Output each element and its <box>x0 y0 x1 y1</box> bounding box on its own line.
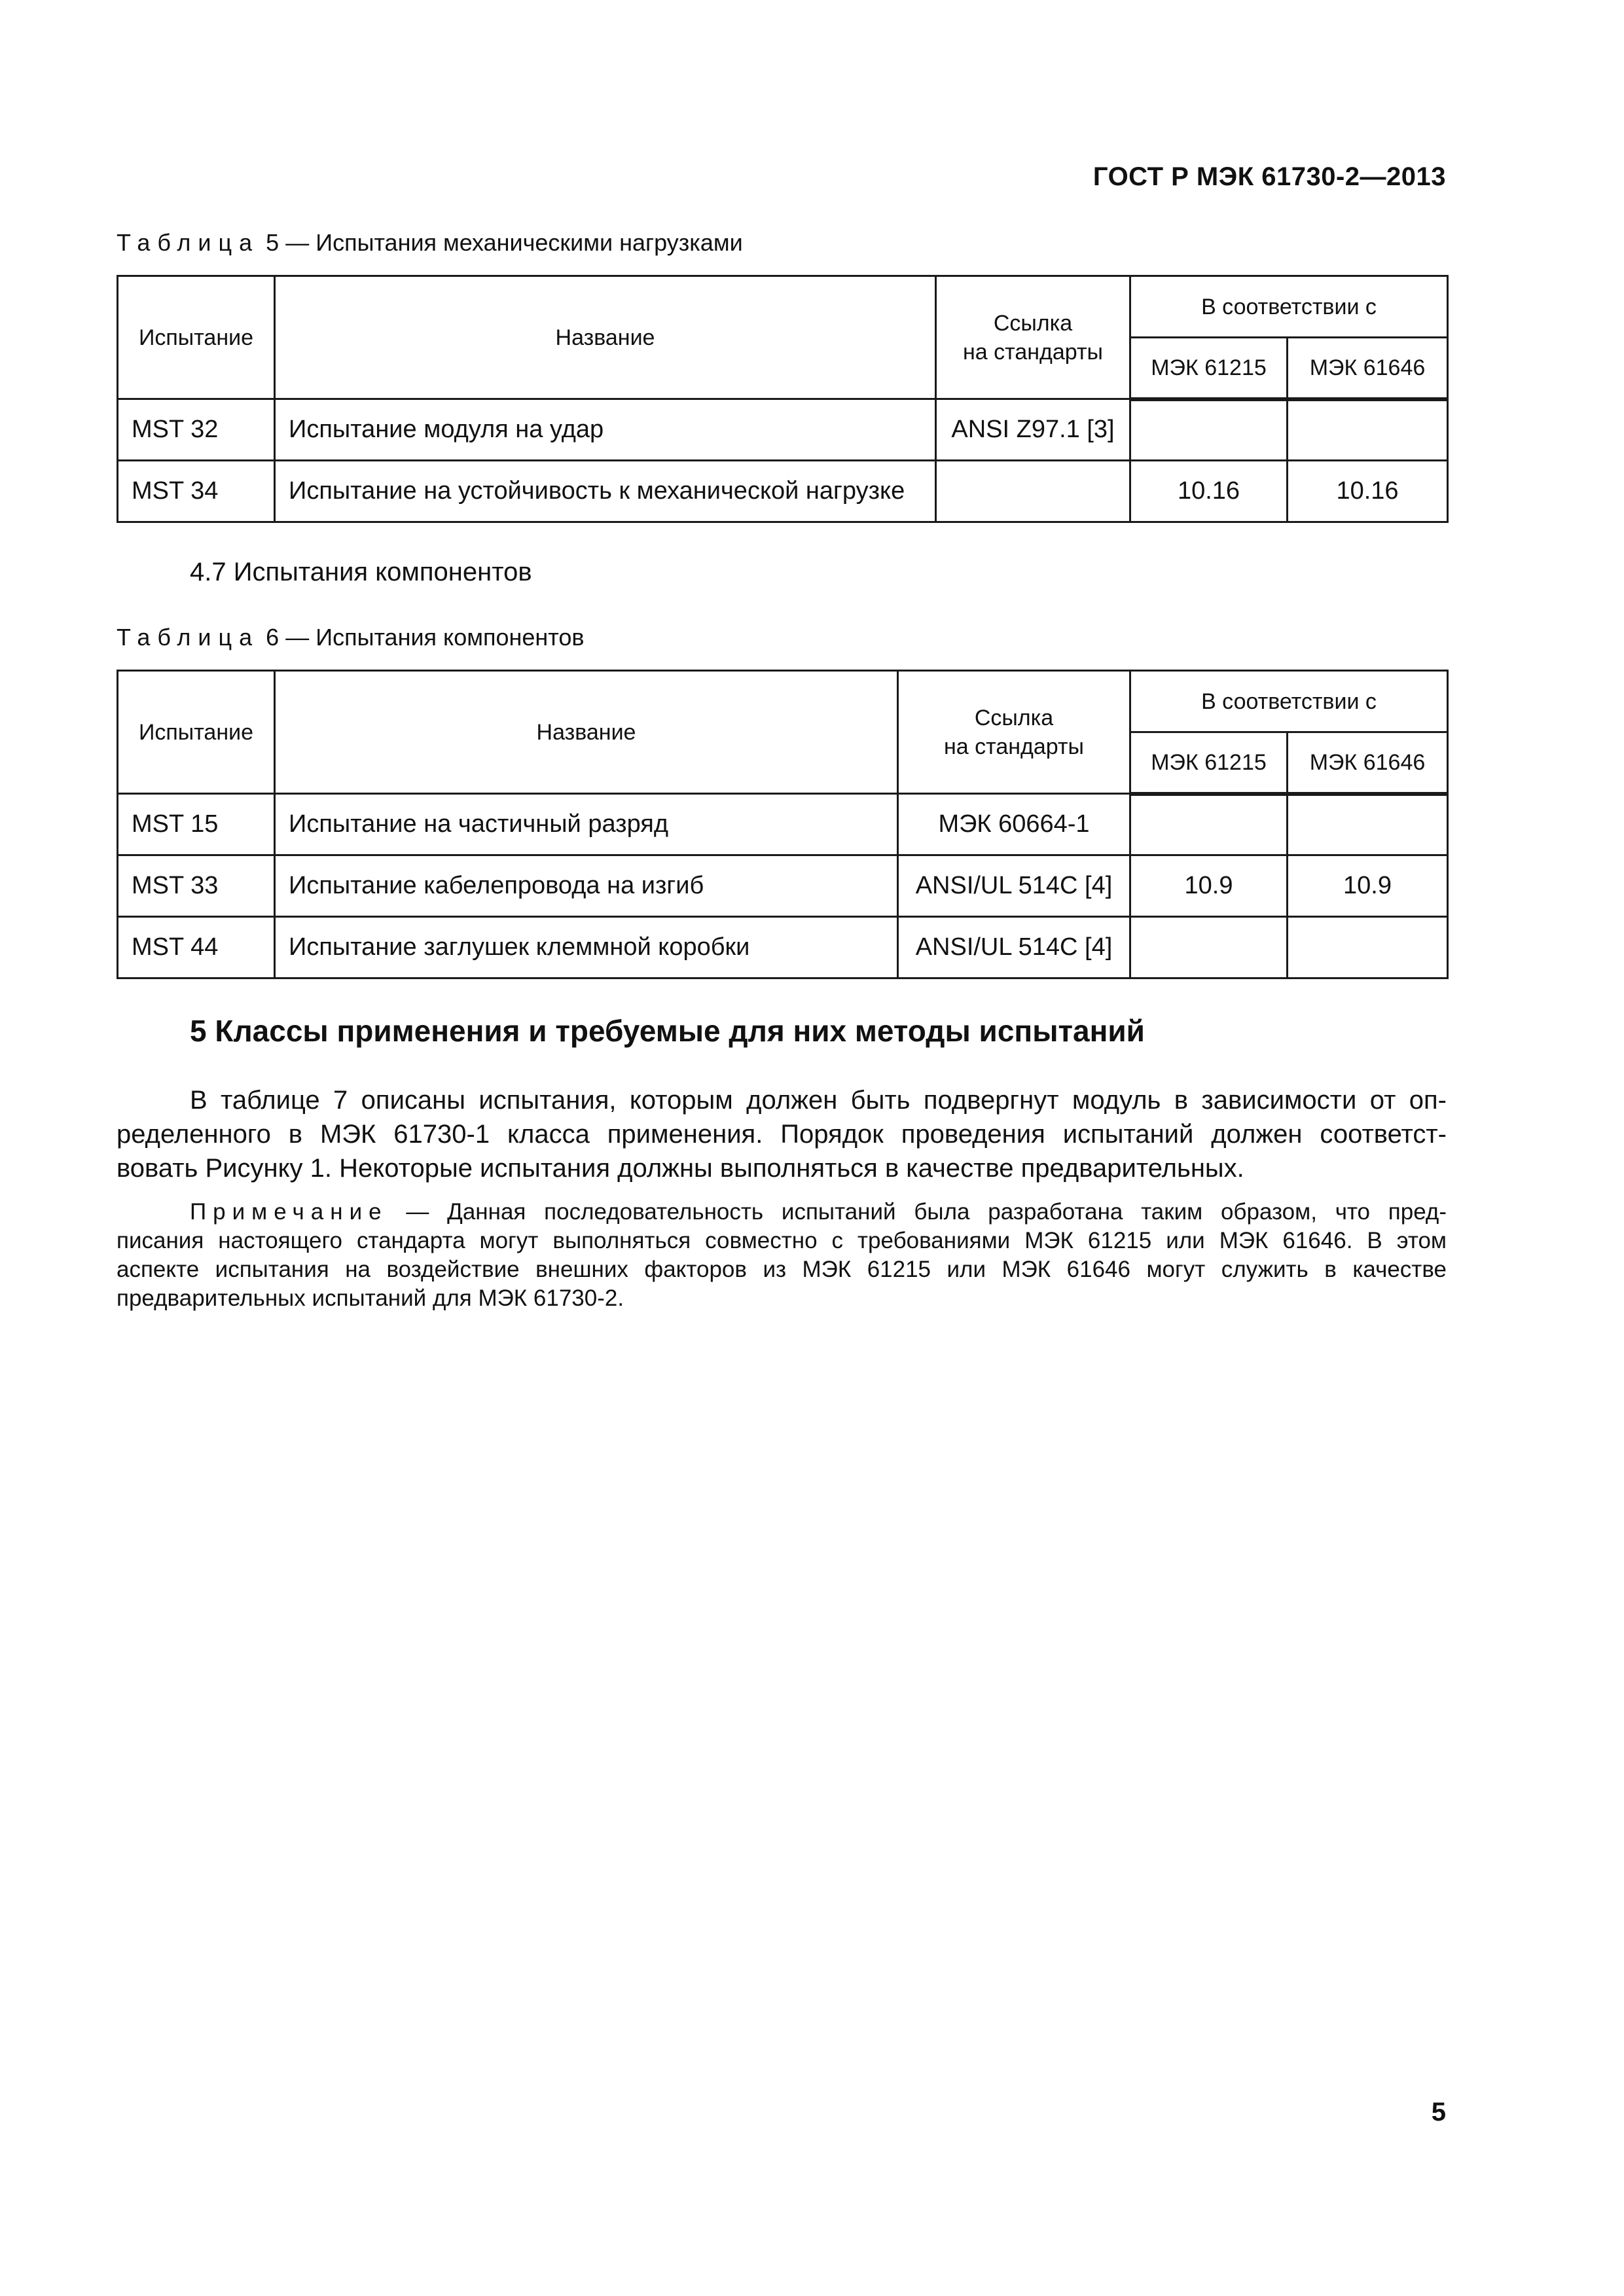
note-line: писания настоящего стандарта могут выполняться совместно с требованиями МЭК 61215 или МЭК 61646. В этом <box>117 1228 1447 1253</box>
cell-reference: ANSI Z97.1 [3] <box>936 399 1130 461</box>
table-row <box>118 461 1448 522</box>
paragraph-line: В таблице 7 описаны испытания, которым должен быть подвергнут модуль в зависимости от оп- <box>190 1086 1447 1115</box>
header-reference-line1: Ссылка <box>993 310 1073 336</box>
header-reference-line1: Ссылка <box>974 705 1054 730</box>
table-row <box>118 855 1448 917</box>
section-4-7-title: 4.7 Испытания компонентов <box>190 558 532 586</box>
document-id: ГОСТ Р МЭК 61730-2—2013 <box>1092 162 1446 191</box>
note-first-line-text: — Данная последовательность испытаний была разработана таким образом, что пред- <box>388 1199 1447 1225</box>
table-row <box>118 917 1448 978</box>
header-reference-line2: на стандарты <box>944 734 1084 759</box>
paragraph-line: вовать Рисунку 1. Некоторые испытания должны выполняться в качестве предварительных. <box>117 1154 1244 1183</box>
header-name: Название <box>275 276 936 399</box>
cell-iec-61215 <box>1130 917 1288 978</box>
header-reference <box>898 671 1130 794</box>
section-5-paragraph <box>117 1083 1447 1185</box>
cell-reference: ANSI/UL 514C [4] <box>898 855 1130 917</box>
header-name: Название <box>275 671 898 794</box>
table-5-caption <box>117 229 743 257</box>
note-first-line <box>117 1198 1447 1227</box>
cell-iec-61646 <box>1288 794 1448 855</box>
cell-iec-61646 <box>1288 917 1448 978</box>
table-6-caption-number: 6 <box>266 624 280 651</box>
cell-name: Испытание на устойчивость к механической нагрузке <box>275 461 936 522</box>
header-iec-61646: МЭК 61646 <box>1288 732 1448 794</box>
header-accordance: В соответствии с <box>1130 671 1448 732</box>
cell-name: Испытание на частичный разряд <box>275 794 898 855</box>
cell-iec-61215 <box>1130 794 1288 855</box>
cell-name: Испытание заглушек клеммной коробки <box>275 917 898 978</box>
cell-name: Испытание кабелепровода на изгиб <box>275 855 898 917</box>
cell-iec-61646: 10.16 <box>1288 461 1448 522</box>
cell-reference: МЭК 60664-1 <box>898 794 1130 855</box>
cell-iec-61646 <box>1288 399 1448 461</box>
header-reference-line2: на стандарты <box>963 339 1103 365</box>
table-6-caption-word: Таблица <box>117 624 260 651</box>
table-6-caption-text: — Испытания компонентов <box>285 624 585 651</box>
header-iec-61646: МЭК 61646 <box>1288 338 1448 399</box>
cell-test: MST 44 <box>118 917 275 978</box>
cell-name: Испытание модуля на удар <box>275 399 936 461</box>
cell-iec-61215: 10.16 <box>1130 461 1288 522</box>
note-line: предварительных испытаний для МЭК 61730-2. <box>117 1285 624 1311</box>
header-accordance: В соответствии с <box>1130 276 1448 338</box>
cell-test: MST 15 <box>118 794 275 855</box>
cell-test: MST 32 <box>118 399 275 461</box>
cell-iec-61215: 10.9 <box>1130 855 1288 917</box>
note <box>117 1198 1447 1313</box>
table-5-caption-text: — Испытания механическими нагрузками <box>285 229 743 256</box>
page-number: 5 <box>1431 2098 1446 2126</box>
paragraph-line: ределенного в МЭК 61730-1 класса применения. Порядок проведения испытаний должен соответст- <box>117 1120 1447 1149</box>
header-test: Испытание <box>118 276 275 399</box>
table-5-caption-word: Таблица <box>117 229 260 256</box>
table-row <box>118 794 1448 855</box>
table-5 <box>117 275 1449 523</box>
header-reference <box>936 276 1130 399</box>
cell-iec-61646: 10.9 <box>1288 855 1448 917</box>
note-line: аспекте испытания на воздействие внешних факторов из МЭК 61215 или МЭК 61646 могут служить в качестве <box>117 1257 1447 1282</box>
table-6 <box>117 670 1449 979</box>
cell-reference: ANSI/UL 514C [4] <box>898 917 1130 978</box>
table-6-caption <box>117 624 585 651</box>
cell-reference <box>936 461 1130 522</box>
table-row <box>118 399 1448 461</box>
cell-test: MST 34 <box>118 461 275 522</box>
cell-iec-61215 <box>1130 399 1288 461</box>
header-iec-61215: МЭК 61215 <box>1130 338 1288 399</box>
section-5-title: 5 Классы применения и требуемые для них методы испытаний <box>190 1014 1145 1048</box>
header-test: Испытание <box>118 671 275 794</box>
cell-test: MST 33 <box>118 855 275 917</box>
note-label: Примечание <box>190 1199 388 1225</box>
table-5-caption-number: 5 <box>266 229 280 256</box>
header-iec-61215: МЭК 61215 <box>1130 732 1288 794</box>
